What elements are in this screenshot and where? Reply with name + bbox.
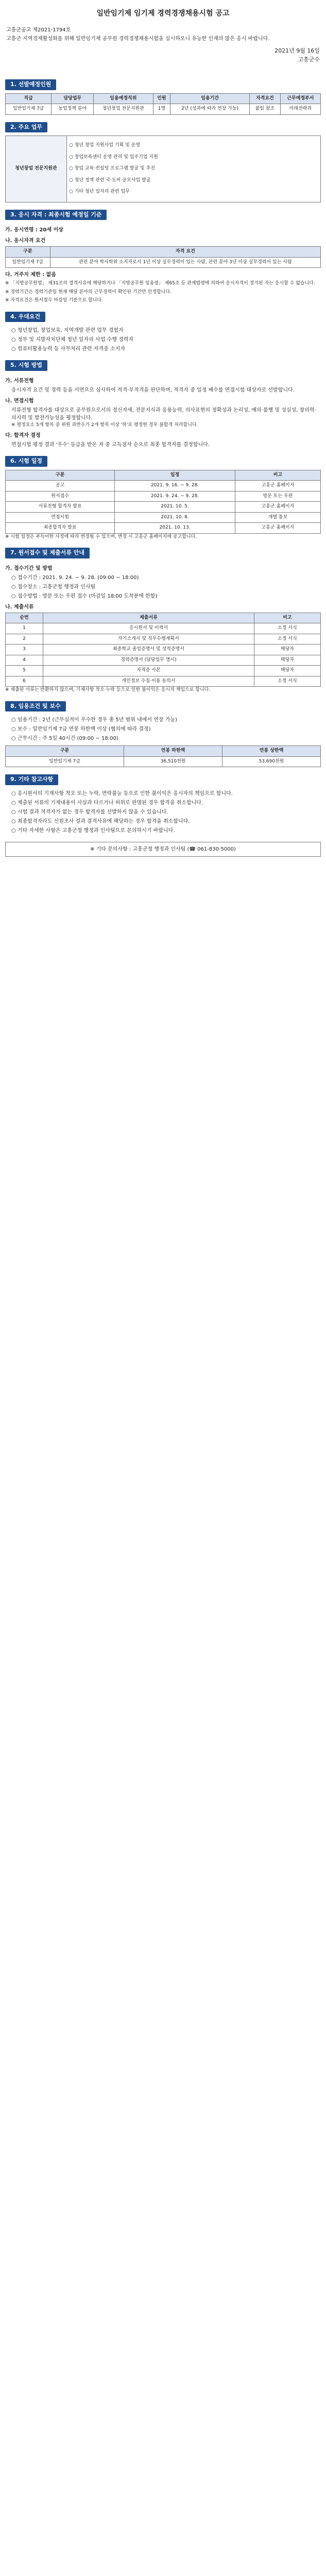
table-cell: 1 <box>6 623 43 634</box>
table-cell: 1명 <box>153 104 170 115</box>
section-duties <box>5 122 321 202</box>
notice-date: 2021년 9월 16일 <box>274 47 320 54</box>
table-cell: 일반임기제 7급 <box>6 257 50 268</box>
list-item: ○ 최종합격자라도 신원조사 결과 결격사유에 해당하는 경우 합격을 취소합니다. <box>11 818 190 824</box>
conditions-list <box>11 716 321 742</box>
table-cell: 고흥군 홈페이지 <box>235 523 320 534</box>
table-cell: 일반임기제 7급 <box>6 104 52 115</box>
table-header-cell: 일정 <box>115 470 235 481</box>
table-cell: 해당자 <box>254 655 320 666</box>
table-cell: 방문 또는 우편 <box>235 491 320 502</box>
table-header-cell: 임용예정직위 <box>94 93 153 104</box>
list-item: ○ 제출된 서류의 기재내용이 사실과 다르거나 허위로 판명된 경우 합격을 취소합니다. <box>11 800 203 806</box>
pass-decision-heading: 다. 합격자 결정 <box>5 433 41 438</box>
list-item: ○ 시험 결과 적격자가 없는 경우 합격자를 선발하지 않을 수 있습니다. <box>11 809 168 815</box>
section-title: 6. 시험 일정 <box>5 456 47 467</box>
table-row <box>6 676 321 687</box>
pay-table <box>5 745 321 767</box>
section-title: 7. 원서접수 및 제출서류 안내 <box>5 548 90 558</box>
section-title: 5. 시험 방법 <box>5 360 47 371</box>
list-item: ○ 근무시간 : 주 5일 40시간 (09:00 ~ 18:00) <box>11 736 118 741</box>
table-cell: 6 <box>6 676 43 687</box>
list-item: ※ 경력기간은 경력기준일 현재 해당 분야의 근무경력이 확인된 기간만 인정합니다. <box>5 289 172 295</box>
recruitment-table <box>5 93 321 115</box>
table-header-cell: 비고 <box>235 470 320 481</box>
section-conditions <box>5 701 321 768</box>
table-cell: 4 <box>6 655 43 666</box>
table-header-cell: 연봉 하한액 <box>124 746 222 757</box>
section-preferences <box>5 312 321 353</box>
table-cell: 2021. 10. 13. <box>115 523 235 534</box>
list-item: ○ 청년창업, 창업보육, 지역개발 관련 업무 경험자 <box>11 328 124 333</box>
table-row <box>6 756 321 767</box>
table-header-cell: 인원 <box>153 93 170 104</box>
table-cell: 소정 서식 <box>254 623 320 634</box>
table-cell: 최종학교 졸업증명서 및 성적증명서 <box>43 645 254 655</box>
duty-table <box>5 135 321 202</box>
table-row <box>6 491 321 502</box>
table-cell: 3 <box>6 645 43 655</box>
other-notes-list <box>11 790 321 835</box>
table-cell: 해당자 <box>254 666 320 676</box>
notice-org: 고흥군수 <box>298 56 320 63</box>
table-cell: 면접시험 <box>6 512 115 523</box>
section-title: 1. 선발예정인원 <box>5 79 56 90</box>
list-item: ○ 청년 창업 지원사업 기획 및 운영 <box>69 143 141 148</box>
section-eligibility <box>5 210 321 304</box>
table-cell: 일반임기제 7급 <box>6 756 124 767</box>
table-header-cell: 자격 요건 <box>50 247 320 258</box>
section-exam-method <box>5 360 321 449</box>
table-header-cell: 구분 <box>6 470 115 481</box>
list-item: ○ 기타 자세한 사항은 고흥군청 행정과 인사팀으로 문의하시기 바랍니다. <box>11 827 175 834</box>
application-info <box>11 574 321 600</box>
table-header-cell: 자격요건 <box>250 93 281 104</box>
table-cell: 2021. 9. 16. ~ 9. 28. <box>115 481 235 492</box>
table-header-cell: 구분 <box>6 746 124 757</box>
pass-decision-text: 면접시험 평정 결과 '우수' 등급을 받은 자 중 고득점자 순으로 최종 합격자를 결정합니다. <box>11 442 210 448</box>
documents-heading: 나. 제출서류 <box>5 604 34 610</box>
duty-items <box>67 136 321 202</box>
table-cell: 응시원서 및 이력서 <box>43 623 254 634</box>
documents-table <box>5 613 321 687</box>
section-schedule <box>5 456 321 540</box>
table-row <box>6 655 321 666</box>
table-cell: 관련 분야 학사학위 소지자로서 1년 이상 실무경력이 있는 사람, 관련 분야 3년 이상 실무경력이 있는 사람 <box>50 257 320 268</box>
table-cell: 53,690천원 <box>222 756 321 767</box>
notice-number: 고흥군공고 제2021-1794호 <box>6 27 71 33</box>
table-row <box>6 523 321 534</box>
table-cell: 청년창업 전문지원관 <box>94 104 153 115</box>
table-cell: 2021. 9. 24. ~ 9. 28. <box>115 491 235 502</box>
table-cell: 자기소개서 및 직무수행계획서 <box>43 634 254 645</box>
table-cell: 농업정책 분야 <box>52 104 94 115</box>
list-item: ○ 기타 청년 일자리 관련 업무 <box>69 189 130 194</box>
table-cell: 5 <box>6 666 43 676</box>
list-item: ○ 접수기간 : 2021. 9. 24. ~ 9. 28. (09:00 ~ 18:00) <box>11 574 139 581</box>
table-header-cell: 비고 <box>254 613 320 623</box>
table-row <box>6 634 321 645</box>
section-title: 2. 주요 업무 <box>5 122 47 133</box>
list-item: ○ 응시원서의 기재사항 착오 또는 누락, 연락불능 등으로 인한 불이익은 응시자의 책임으로 합니다. <box>11 790 233 796</box>
table-cell: 36,510천원 <box>124 756 222 767</box>
notice-intro <box>5 24 321 72</box>
section-title: 8. 임용조건 및 보수 <box>5 701 66 712</box>
document-screening-heading: 가. 서류전형 <box>5 378 34 384</box>
table-header-cell: 직급 <box>6 93 52 104</box>
interview-heading: 나. 면접시험 <box>5 398 34 404</box>
list-item: ○ 창업 교육·컨설팅 프로그램 발굴 및 추진 <box>69 166 155 171</box>
document-screening-text: 응시자격 요건 및 경력 등을 서면으로 심사하여 적격·부적격을 판단하며, 적격자 중 일정 배수를 면접시험 대상자로 선발합니다. <box>11 387 295 393</box>
qualification-table <box>5 246 321 268</box>
table-cell: 경력증명서 (담당업무 명시) <box>43 655 254 666</box>
application-period-heading: 가. 접수기간 및 방법 <box>5 565 53 571</box>
list-item: ○ 창업보육센터 운영 관리 및 입주기업 지원 <box>69 154 158 160</box>
documents-note: ※ 제출된 서류는 반환하지 않으며, 기재사항 착오·누락 등으로 인한 불이익은 응시자 책임으로 합니다. <box>5 687 211 692</box>
interview-text: 서류전형 합격자를 대상으로 공무원으로서의 정신자세, 전문지식과 응용능력, 의사표현의 정확성과 논리성, 예의·품행 및 성실성, 창의력·의지력 및 발전가능성을 평정합니다. <box>11 407 316 421</box>
table-header-cell: 순번 <box>6 613 43 623</box>
section-title: 3. 응시 자격 : 최종시험 예정일 기준 <box>5 210 107 221</box>
table-cell: 개인정보 수집·이용 동의서 <box>43 676 254 687</box>
table-cell: 붙임 참조 <box>250 104 281 115</box>
qualification-heading: 나. 응시자격 요건 <box>5 238 46 244</box>
eligibility-notes <box>5 280 321 304</box>
list-item: ○ 컴퓨터활용능력 등 사무처리 관련 자격증 소지자 <box>11 346 125 352</box>
table-cell: 자격증 사본 <box>43 666 254 676</box>
preference-list <box>11 327 321 353</box>
table-row <box>6 666 321 676</box>
table-cell: 해당자 <box>254 645 320 655</box>
list-item: ○ 접수장소 : 고흥군청 행정과 인사팀 <box>11 584 96 590</box>
table-cell: 최종합격자 발표 <box>6 523 115 534</box>
table-header-cell: 제출서류 <box>43 613 254 623</box>
schedule-note: ※ 시험 일정은 부득이한 사정에 따라 변경될 수 있으며, 변경 시 고흥군 홈페이지에 공고합니다. <box>5 534 197 539</box>
list-item: ○ 접수방법 : 방문 또는 우편 접수 (마감일 18:00 도착분에 한함) <box>11 593 158 599</box>
section-title: 4. 우대요건 <box>5 312 45 323</box>
schedule-table <box>5 470 321 534</box>
table-header-cell: 담당업무 <box>52 93 94 104</box>
contact-info: ※ 기타 문의사항 : 고흥군청 행정과 인사팀 (☎ 061-830-5000) <box>5 842 321 857</box>
list-item: ○ 임용기간 : 2년 (근무실적이 우수한 경우 총 5년 범위 내에서 연장 가능) <box>11 717 177 723</box>
interview-note: ※ 평정요소 5개 항목 중 위원 과반수가 2개 항목 이상 '하'로 평정한 경우 불합격 처리합니다. <box>11 422 198 428</box>
section-title: 9. 기타 참고사항 <box>5 774 58 785</box>
table-header-cell: 임용기간 <box>170 93 250 104</box>
table-cell: 2021. 10. 5. <box>115 502 235 513</box>
page-title: 일반임기제 임기제 경력경쟁채용시험 공고 <box>96 9 230 18</box>
table-cell: 2년 (성과에 따라 연장 가능) <box>170 104 250 115</box>
table-cell: 미래전략과 <box>280 104 320 115</box>
table-cell: 고흥군 홈페이지 <box>235 481 320 492</box>
table-header-cell: 구분 <box>6 247 50 258</box>
table-cell: 공고 <box>6 481 115 492</box>
announcement-page <box>5 0 321 867</box>
table-row <box>6 257 321 268</box>
residence-requirement: 다. 거주지 제한 : 없음 <box>5 272 57 278</box>
table-row <box>6 645 321 655</box>
table-cell: 2 <box>6 634 43 645</box>
list-item: ※ 자격요건은 원서접수 마감일 기준으로 합니다. <box>5 298 103 303</box>
list-item: ○ 청년 정책 관련 국·도비 공모사업 발굴 <box>69 177 151 183</box>
table-row <box>6 623 321 634</box>
table-cell: 개별 통보 <box>235 512 320 523</box>
table-cell: 소정 서식 <box>254 676 320 687</box>
list-item: ※ 「지방공무원법」 제31조의 결격사유에 해당하거나 「지방공무원 임용령」 제65조 등 관계법령에 의하여 응시자격이 정지된 자는 응시할 수 없습니다. <box>5 281 315 286</box>
table-header-cell: 연봉 상한액 <box>222 746 321 757</box>
table-row <box>6 481 321 492</box>
list-item: ○ 정부 및 지방자치단체 청년 일자리 사업 수행 경력자 <box>11 337 134 343</box>
table-row <box>6 104 321 115</box>
table-cell: 원서접수 <box>6 491 115 502</box>
table-row <box>6 502 321 513</box>
table-cell: 서류전형 합격자 발표 <box>6 502 115 513</box>
table-cell: 고흥군 홈페이지 <box>235 502 320 513</box>
table-row <box>6 512 321 523</box>
table-cell: 소정 서식 <box>254 634 320 645</box>
notice-intro-text: 고흥군 지역경제활성화를 위해 일반임기제 공무원 경력경쟁채용시험을 실시하오니 유능한 인재의 많은 응시 바랍니다. <box>6 36 270 42</box>
table-header-cell: 근무예정부서 <box>280 93 320 104</box>
age-requirement: 가. 응시연령 : 20세 이상 <box>5 227 63 233</box>
table-cell: 2021. 10. 8. <box>115 512 235 523</box>
duty-label: 청년창업 전문지원관 <box>6 136 67 202</box>
section-other-notes <box>5 774 321 835</box>
section-recruitment <box>5 79 321 115</box>
list-item: ○ 보수 : 일반임기제 7급 연봉 하한액 이상 (협의에 따라 결정) <box>11 726 151 732</box>
section-application <box>5 548 321 694</box>
